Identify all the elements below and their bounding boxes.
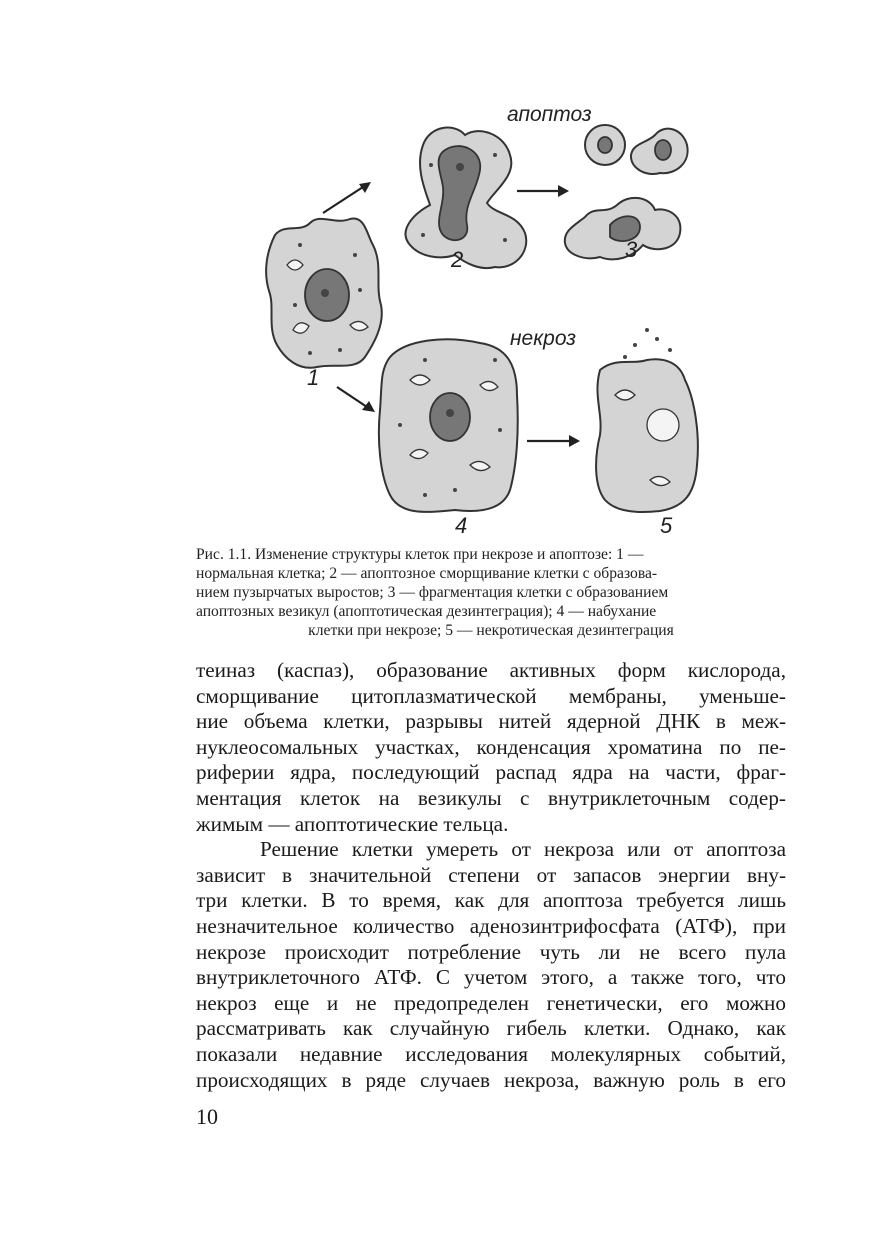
necrotic-disintegration-cell (596, 328, 698, 512)
caption-line: клетки при некрозе; 5 — некротическая дезинтеграция (308, 622, 674, 639)
body-line: некрозе происходит потребление чуть ли не всего пула (196, 939, 786, 964)
body-line: происходящих в ряде случаев некроза, важную роль в его (196, 1067, 786, 1092)
figure-number-4: 4 (455, 513, 468, 538)
body-line: ментация клеток на везикулы с внутриклеточным содер- (196, 785, 786, 810)
body-line: незначительное количество аденозинтрифосфата (АТФ), при (196, 913, 786, 938)
label-apoptosis: апоптоз (507, 103, 592, 126)
body-line: рассматривать как случайную гибель клетки. Однако, как (196, 1016, 786, 1041)
necrotic-swelling-cell (379, 339, 518, 512)
body-line: внутриклеточного АТФ. С учетом этого, а также того, что (196, 965, 786, 990)
body-line: ние объема клетки, разрывы нитей ядерной ДНК в меж- (196, 709, 786, 734)
body-text (196, 658, 786, 1093)
body-line: зависит в значительной степени от запасов энергии вну- (196, 862, 786, 887)
figure-caption (196, 545, 786, 640)
normal-cell (266, 218, 382, 367)
page-number: 10 (196, 1104, 218, 1129)
figure-number-3: 3 (625, 237, 638, 262)
arrow-1-to-4 (337, 387, 375, 412)
caption-line: нием пузырчатых выростов; 3 — фрагментация клетки с образованием (196, 584, 669, 601)
arrow-1-to-2 (323, 182, 371, 213)
label-necrosis: некроз (510, 327, 577, 350)
body-line: три клетки. В то время, как для апоптоза требуется лишь (196, 888, 786, 913)
body-line: Решение клетки умереть от некроза или от апоптоза (260, 837, 786, 862)
figure-diagram (255, 95, 725, 540)
arrow-4-to-5 (527, 435, 580, 447)
body-line: теиназ (каспаз), образование активных форм кислорода, (196, 658, 786, 682)
figure-number-2: 2 (451, 247, 464, 272)
body-line: нуклеосомальных участках, конденсация хроматина по пе- (196, 734, 786, 759)
caption-line: Рис. 1.1. Изменение структуры клеток при некрозе и апоптозе: 1 — (196, 546, 644, 563)
body-line: некроз еще и не предопределен генетически, его можно (196, 990, 786, 1015)
figure-number-5: 5 (660, 513, 673, 538)
arrow-2-to-3 (517, 185, 569, 197)
body-line: жимым — апоптотические тельца. (196, 811, 509, 836)
body-line: сморщивание цитоплазматической мембраны, уменьше- (196, 683, 786, 708)
figure-number-1: 1 (307, 365, 320, 390)
caption-line: нормальная клетка; 2 — апоптозное сморщивание клетки с образова- (196, 565, 658, 582)
apoptotic-shrinking-cell (406, 128, 527, 268)
cell-death-figure (255, 95, 725, 540)
caption-line: апоптозных везикул (апоптотическая дезинтеграция); 4 — набухание (196, 603, 657, 620)
body-line: показали недавние исследования молекулярных событий, (196, 1041, 786, 1066)
body-line: риферии ядра, последующий распад ядра на части, фраг- (196, 760, 786, 785)
